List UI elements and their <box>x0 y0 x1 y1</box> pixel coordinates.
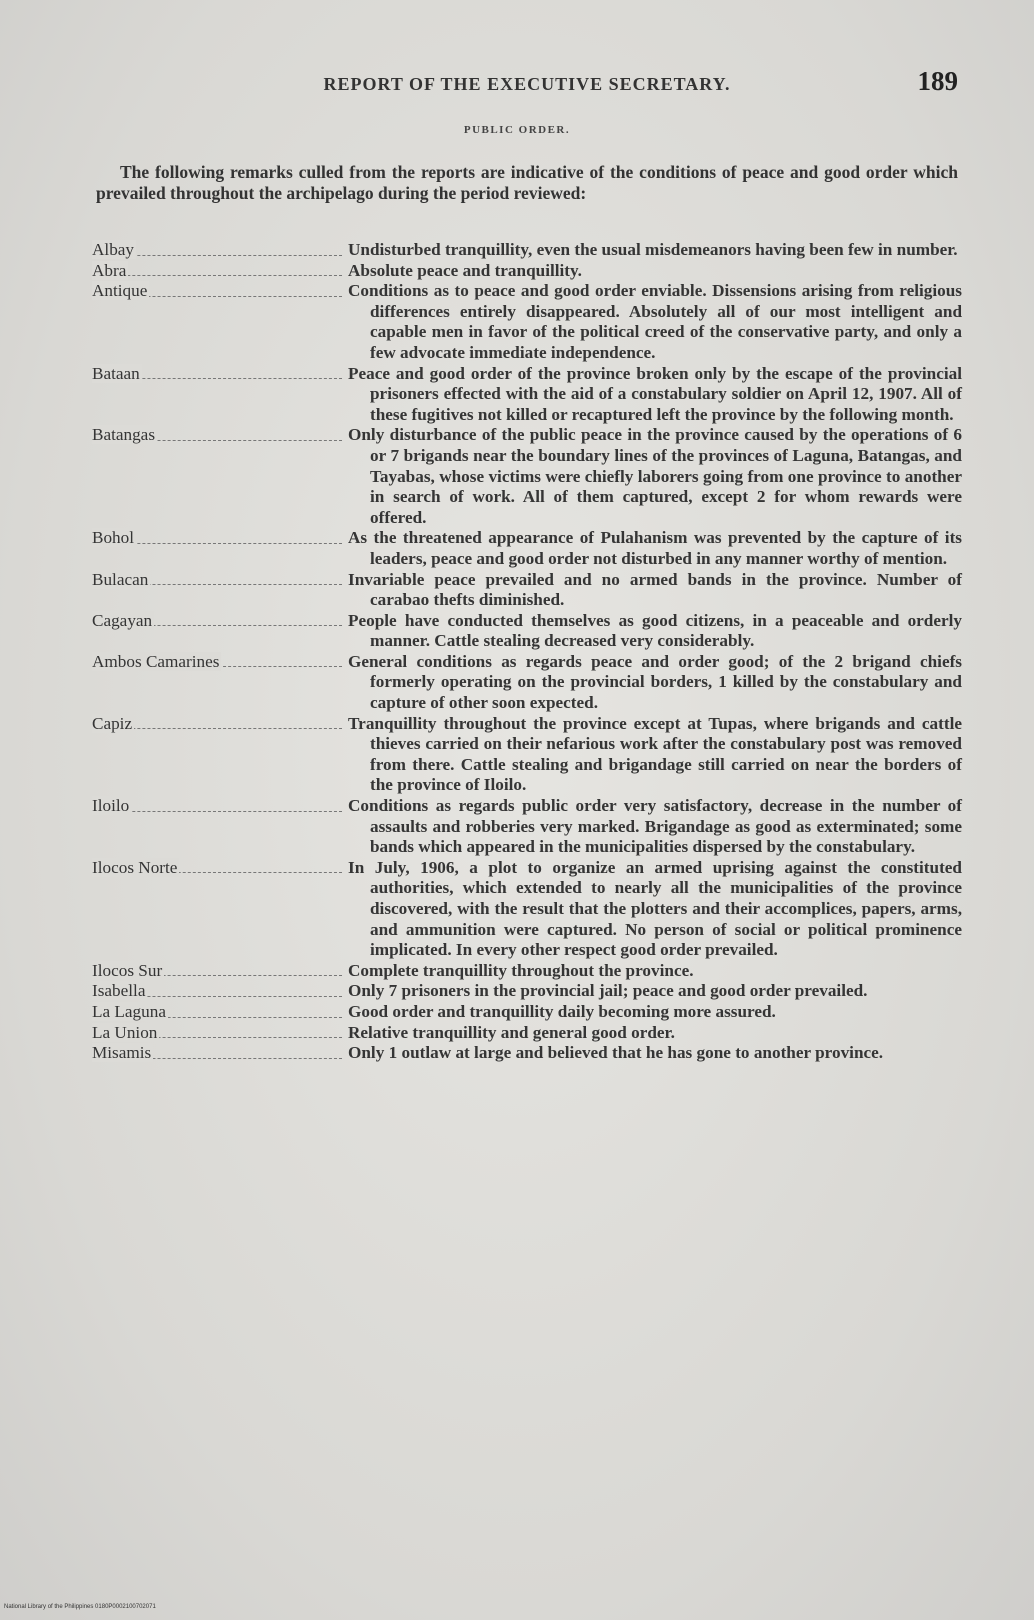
province-name <box>92 1002 348 1023</box>
province-remark: Conditions as to peace and good order enviable. Dissensions arising from religious differences entirely disappeared. Absolutely all of our most intelligent and capable men in favor of the political creed of the conservative party, and only a few advocate immediate independence. <box>348 281 962 362</box>
footer-note: National Library of the Philippines 0180P0002100702071 <box>4 1604 156 1610</box>
province-name <box>92 425 348 446</box>
list-item <box>92 981 962 1002</box>
province-remark: As the threatened appearance of Pulahanism was prevented by the capture of its leaders, peace and good order not disturbed in any manner worthy of mention. <box>348 528 962 568</box>
province-remark: Only 7 prisoners in the provincial jail; peace and good order prevailed. <box>348 981 868 1001</box>
province-label: Batangas <box>92 425 156 445</box>
province-remark: Only disturbance of the public peace in the province caused by the operations of 6 or 7 brigands near the boundary lines of the provinces of Laguna, Batangas, and Tayabas, whose victims were chiefly laborers going from one province to another in search of work. All of them captured, except 2 for whom rewards were offered. <box>348 425 962 527</box>
list-item <box>92 1023 962 1044</box>
province-label: Albay <box>92 240 135 259</box>
province-remark: Tranquillity throughout the province except at Tupas, where brigands and cattle thieves carried on their nefarious work after the constabulary post was removed from there. Cattle stealing and brigandage still carried on near the borders of the province of Iloilo. <box>348 713 962 795</box>
province-name <box>92 364 348 385</box>
province-label: Isabella <box>92 981 146 1001</box>
list-item <box>92 425 962 528</box>
list-item <box>92 714 962 796</box>
running-head: REPORT OF THE EXECUTIVE SECRETARY. <box>323 74 731 94</box>
province-label: Bulacan <box>92 569 149 589</box>
province-remarks-list <box>92 240 962 1064</box>
province-label: Ambos Camarines <box>92 651 220 671</box>
province-label: Ilocos Norte <box>92 857 178 877</box>
province-name <box>92 796 348 817</box>
province-remark: Only 1 outlaw at large and believed that he has gone to another province. <box>348 1043 884 1063</box>
province-name <box>92 981 348 1002</box>
province-name <box>92 281 348 302</box>
section-title: PUBLIC ORDER. <box>463 124 571 136</box>
province-remark: In July, 1906, a plot to organize an armed uprising against the constituted authorities, which extended to nearly all the municipalities of the province discovered, with the result that the plotters and their accomplices, papers, arms, and ammunition were captured. No person of social or political prominence implicated. In every other respect good order prevailed. <box>348 857 962 960</box>
province-name <box>92 611 348 632</box>
page-header <box>96 66 958 106</box>
province-remark: Invariable peace prevailed and no armed bands in the province. Number of carabao thefts diminished. <box>348 569 962 610</box>
list-item <box>92 281 962 363</box>
province-remark: People have conducted themselves as good citizens, in a peaceable and orderly manner. Cattle stealing decreased very considerably. <box>348 610 962 651</box>
list-item <box>92 796 962 858</box>
page-number: 189 <box>917 66 958 96</box>
province-label: Bataan <box>92 363 140 383</box>
list-item <box>92 961 962 982</box>
province-remark: Complete tranquillity throughout the province. <box>348 960 694 980</box>
list-item <box>92 858 962 961</box>
province-remark: Undisturbed tranquillity, even the usual misdemeanors having been few in number. <box>348 240 958 259</box>
province-name <box>92 652 348 673</box>
province-name <box>92 240 348 261</box>
province-remark: General conditions as regards peace and order good; of the 2 brigand chiefs formerly operating on the provincial borders, 1 killed by the constabulary and capture of other soon expected. <box>348 651 962 713</box>
province-label: Abra <box>92 260 127 280</box>
province-label: Capiz <box>92 713 133 733</box>
province-label: Bohol <box>92 528 135 548</box>
list-item <box>92 652 962 714</box>
province-label: Cagayan <box>92 610 153 630</box>
list-item <box>92 261 962 282</box>
province-label: La Union <box>92 1022 158 1042</box>
list-item <box>92 364 962 426</box>
province-remark: Conditions as regards public order very satisfactory, decrease in the number of assaults and robberies very marked. Brigandage as good as exterminated; some bands which appeared in the municipalities dispersed by the constabulary. <box>348 796 962 857</box>
province-name <box>92 714 348 735</box>
list-item <box>92 240 962 261</box>
list-item <box>92 570 962 611</box>
province-name <box>92 1043 348 1064</box>
province-remark: Peace and good order of the province broken only by the escape of the provincial prisoners effected with the aid of a constabulary soldier on April 12, 1907. All of these fugitives not killed or recaptured left the province by the following month. <box>348 363 962 424</box>
province-remark: Good order and tranquillity daily becoming more assured. <box>348 1001 776 1021</box>
intro-paragraph: The following remarks culled from the reports are indicative of the conditions of peace and good order which prevailed throughout the archipelago during the period reviewed: <box>96 162 958 203</box>
province-label: Antique <box>92 281 148 301</box>
list-item <box>92 528 962 569</box>
province-label: La Laguna <box>92 1001 166 1021</box>
province-remark: Relative tranquillity and general good order. <box>348 1022 675 1042</box>
province-name <box>92 1023 348 1044</box>
province-name <box>92 261 348 282</box>
list-item <box>92 611 962 652</box>
list-item <box>92 1043 962 1064</box>
province-name <box>92 961 348 982</box>
leader-dots <box>92 275 342 276</box>
province-name <box>92 570 348 591</box>
list-item <box>92 1002 962 1023</box>
province-name <box>92 858 348 879</box>
province-remark: Absolute peace and tranquillity. <box>348 260 582 280</box>
province-name <box>92 528 348 549</box>
province-label: Misamis <box>92 1043 152 1063</box>
province-label: Ilocos Sur <box>92 960 163 980</box>
province-label: Iloilo <box>92 796 130 816</box>
